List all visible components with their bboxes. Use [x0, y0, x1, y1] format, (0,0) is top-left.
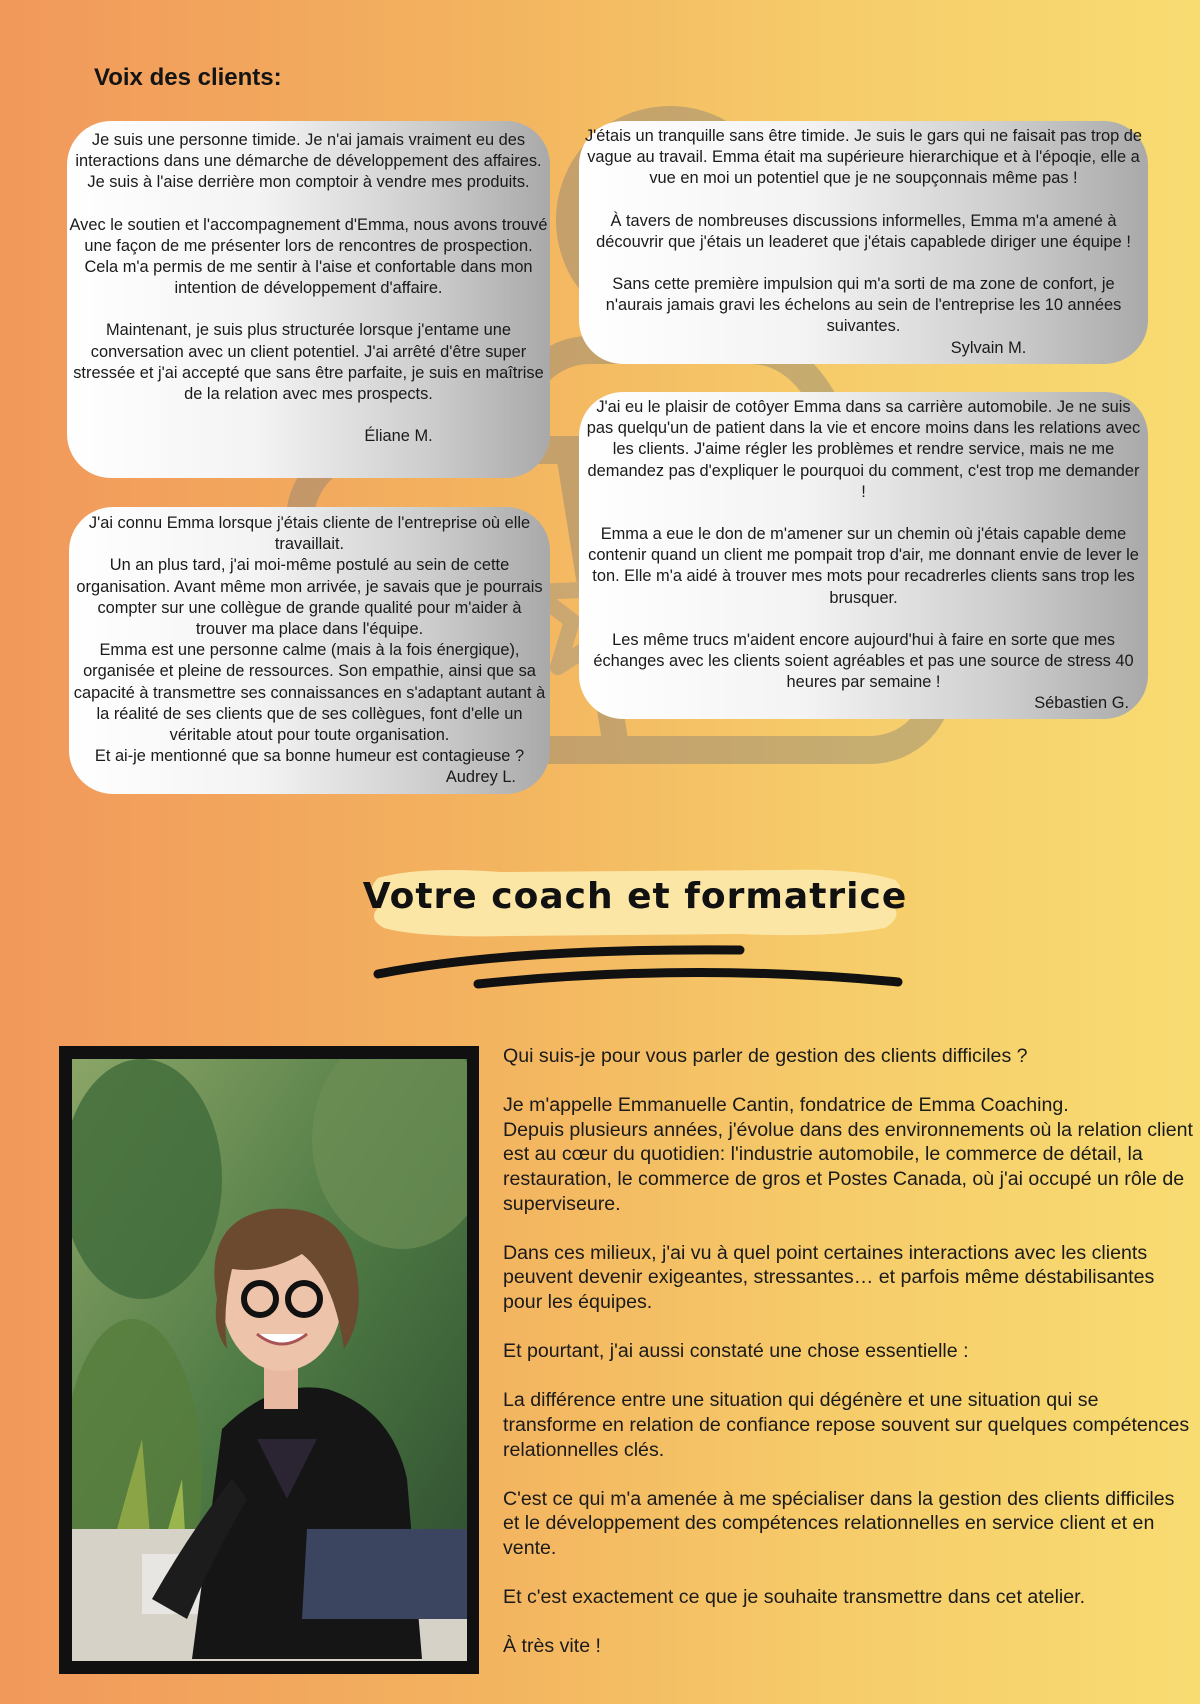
testimonial-author: Audrey L.	[445, 768, 516, 787]
bio-paragraph: Et pourtant, j'ai aussi constaté une chose essentielle :	[503, 1340, 969, 1363]
testimonial-card-audrey	[69, 507, 550, 794]
testimonial-paragraph: Emma a eue le don de m'amener sur un chemin où j'étais capable deme contenir quand un client me pompait trop d'air, me donnant envie de lever le ton. Elle m'a aidé à trouver mes mots pour recadrerles clients sans trop les brusquer.	[588, 525, 1139, 607]
testimonial-paragraph: J'ai connu Emma lorsque j'étais cliente de l'entreprise où elle travaillait.	[88, 514, 531, 554]
bio-paragraph: Et c'est exactement ce que je souhaite transmettre dans cet atelier.	[503, 1586, 1086, 1609]
testimonial-paragraph: J'étais un tranquille sans être timide. Je suis le gars qui ne faisait pas trop de vague au travail. Emma était ma supérieure hierarchique et à l'époqie, elle a vue en moi un potentiel que je ne soupçonnais même pas !	[584, 127, 1143, 188]
section-title: Voix des clients:	[94, 64, 282, 91]
testimonial-card-eliane	[67, 121, 550, 478]
testimonial-card-sebastien	[579, 392, 1148, 719]
coach-title-banner	[360, 858, 910, 998]
testimonial-paragraph: Je suis une personne timide. Je n'ai jamais vraiment eu des interactions dans une démarche de développement des affaires. Je suis à l'aise derrière mon comptoir à vendre mes produits.	[75, 131, 542, 192]
testimonial-paragraph: Et ai-je mentionné que sa bonne humeur est contagieuse ?	[94, 747, 525, 766]
coach-title: Votre coach et formatrice	[362, 876, 908, 917]
testimonial-paragraph: Emma est une personne calme (mais à la fois énergique), organisée et pleine de ressources. Son empathie, ainsi que sa capacité à transmettre ses connaissances en s'adaptant autant à la réalité de ses clients que de ses collègues, font d'elle un véritable atout pour toute organisation.	[73, 641, 546, 745]
testimonial-paragraph: À tavers de nombreuses discussions informelles, Emma m'a amené à découvrir que j'étais un leaderet que j'étais capablede diriger une équipe !	[596, 211, 1131, 251]
bio-paragraph: À très vite !	[503, 1635, 601, 1658]
testimonial-paragraph: Sans cette première impulsion qui m'a sorti de ma zone de confort, je n'aurais jamais gravi les échelons au sein de l'entreprise les 10 années suivantes.	[605, 275, 1122, 336]
coach-bio	[503, 1044, 1193, 1683]
testimonial-card-sylvain	[579, 121, 1148, 364]
testimonial-paragraph: Les même trucs m'aident encore aujourd'hui à faire en sorte que mes échanges avec les clients soient agréables et pas une source de stress 40 heures par semaine !	[593, 630, 1134, 692]
testimonial-paragraph: Avec le soutien et l'accompagnement d'Emma, nous avons trouvé une façon de me présenter lors de rencontres de prospection. Cela m'a permis de me sentir à l'aise et confortable dans mon intention de développement d'affaire.	[69, 215, 548, 298]
bio-paragraph: Dans ces milieux, j'ai vu à quel point certaines interactions avec les clients peuvent devenir exigeantes, stressantes… et parfois même déstabilisantes pour les équipes.	[503, 1241, 1155, 1313]
bio-paragraph: La différence entre une situation qui dégénère et une situation qui se transforme en relation de confiance repose souvent sur quelques compétences relationnelles clés.	[503, 1389, 1190, 1461]
testimonial-paragraph: Maintenant, je suis plus structurée lorsque j'entame une conversation avec un client potentiel. J'ai arrêté d'être super stressée et j'ai accepté que sans être parfaite, je suis en maîtrise de la relation avec mes prospects.	[73, 321, 544, 404]
bio-paragraph: Qui suis-je pour vous parler de gestion des clients difficiles ?	[503, 1045, 1028, 1067]
coach-photo	[72, 1059, 467, 1661]
testimonial-author: Sébastien G.	[1034, 694, 1129, 713]
bio-paragraph: C'est ce qui m'a amenée à me spécialiser dans la gestion des clients difficiles et le développement des compétences relationnelles en service client et en vente.	[503, 1487, 1175, 1559]
testimonial-author: Sylvain M.	[950, 338, 1027, 357]
bio-paragraph: Depuis plusieurs années, j'évolue dans des environnements où la relation client est au cœur du quotidien: l'industrie automobile, le commerce de détail, la restauration, le commerce de gros et Postes Canada, où j'ai occupé un rôle de superviseure.	[503, 1118, 1193, 1215]
coach-photo-frame	[59, 1046, 479, 1674]
bio-paragraph: Je m'appelle Emmanuelle Cantin, fondatrice de Emma Coaching.	[503, 1094, 1069, 1117]
testimonial-author: Éliane M.	[364, 427, 433, 446]
testimonial-paragraph: J'ai eu le plaisir de cotôyer Emma dans sa carrière automobile. Je ne suis pas quelqu'un de patient dans la vie et encore moins dans les relations avec les clients. J'aime régler les problèmes et rendre service, mais ne me demandez pas d'expliquer le pourquoi du comment, c'est trop me demander !	[586, 398, 1141, 501]
testimonial-paragraph: Un an plus tard, j'ai moi-même postulé au sein de cette organisation. Avant même mon arrivée, je savais que je pourrais compter sur une collègue de grande qualité pour m'aider à trouver ma place dans l'équipe.	[76, 556, 543, 639]
